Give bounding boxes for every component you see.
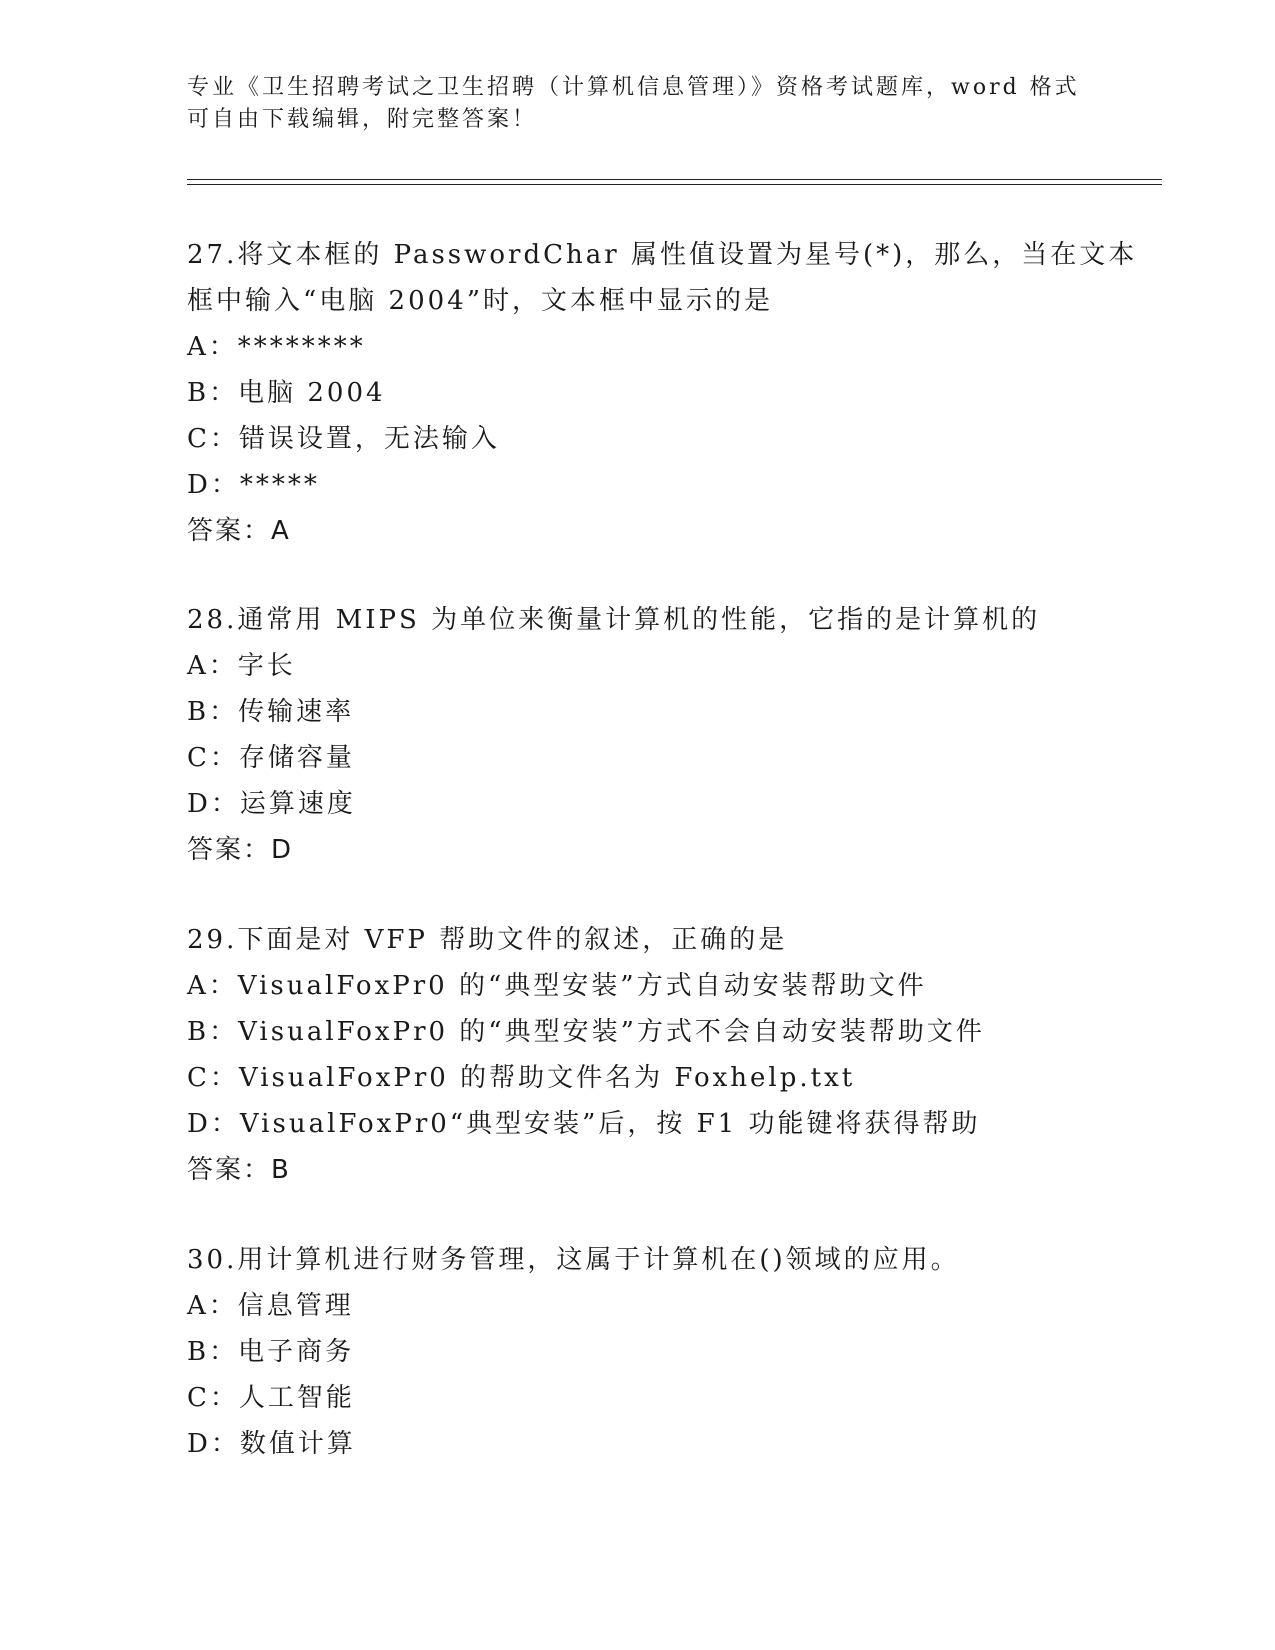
question-text xyxy=(187,917,1147,963)
question-28 xyxy=(187,597,1147,873)
question-29 xyxy=(187,917,1147,1193)
question-text-line: 29.下面是对 VFP 帮助文件的叙述，正确的是 xyxy=(187,925,788,955)
question-text-line: 30.用计算机进行财务管理，这属于计算机在()领域的应用。 xyxy=(187,1245,960,1275)
option-c: C：人工智能 xyxy=(187,1383,355,1413)
option-b: B：VisualFoxPr0 的“典型安装”方式不会自动安装帮助文件 xyxy=(187,1017,985,1047)
option-b: B：电子商务 xyxy=(187,1337,355,1367)
question-text xyxy=(187,597,1147,643)
option-a: A：字长 xyxy=(187,651,296,681)
answer-label: 答案：B xyxy=(187,1155,291,1185)
option-d: D：VisualFoxPr0“典型安装”后，按 F1 功能键将获得帮助 xyxy=(187,1109,981,1139)
option-d: D：***** xyxy=(187,470,320,500)
option-b: B：电脑 2004 xyxy=(187,378,386,408)
question-27 xyxy=(187,232,1147,554)
answer-label: 答案：D xyxy=(187,835,294,865)
option-d: D：数值计算 xyxy=(187,1429,356,1459)
question-text-line: 框中输入“电脑 2004”时，文本框中显示的是 xyxy=(187,286,774,316)
header-divider xyxy=(187,179,1162,185)
option-a: A：信息管理 xyxy=(187,1291,354,1321)
document-header xyxy=(187,72,1087,136)
header-line-2: 可自由下载编辑，附完整答案！ xyxy=(187,107,538,132)
option-a: A：******** xyxy=(187,332,366,362)
option-b: B：传输速率 xyxy=(187,697,355,727)
question-text xyxy=(187,232,1147,324)
answer-label: 答案：A xyxy=(187,516,291,546)
question-30 xyxy=(187,1237,1147,1467)
option-d: D：运算速度 xyxy=(187,789,356,819)
option-c: C：VisualFoxPr0 的帮助文件名为 Foxhelp.txt xyxy=(187,1063,856,1093)
option-c: C：错误设置，无法输入 xyxy=(187,424,500,454)
option-c: C：存储容量 xyxy=(187,743,355,773)
question-text xyxy=(187,1237,1147,1283)
option-a: A：VisualFoxPr0 的“典型安装”方式自动安装帮助文件 xyxy=(187,971,927,1001)
question-text-line: 28.通常用 MIPS 为单位来衡量计算机的性能，它指的是计算机的 xyxy=(187,605,1041,635)
header-line-1: 专业《卫生招聘考试之卫生招聘（计算机信息管理）》资格考试题库，word 格式 xyxy=(187,75,1080,100)
question-text-line: 27.将文本框的 PasswordChar 属性值设置为星号(*)，那么，当在文本 xyxy=(187,240,1138,270)
